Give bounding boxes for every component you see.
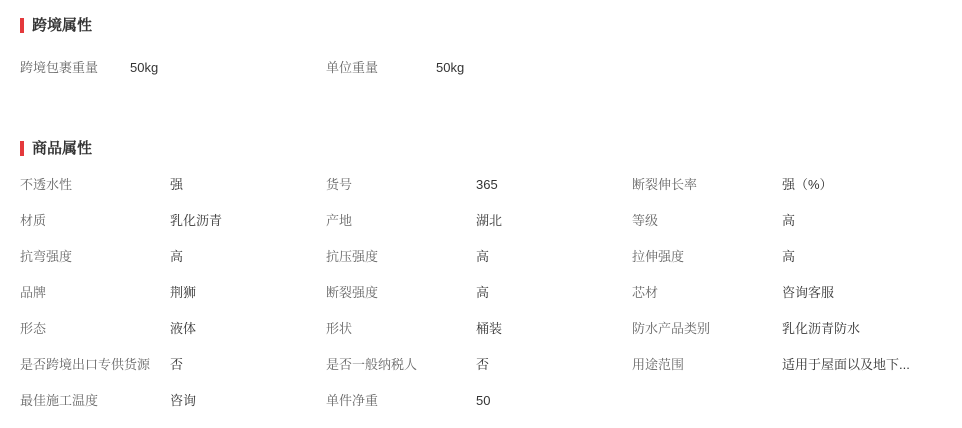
attribute-value: 50kg [436, 60, 465, 75]
attribute-value: 否 [170, 357, 184, 372]
attribute-label: 断裂强度 [326, 285, 379, 300]
attribute-value: 高 [476, 285, 490, 300]
attribute-item [326, 392, 632, 428]
attribute-item [326, 248, 632, 284]
attribute-value: 咨询客服 [782, 285, 835, 300]
goods-section-title [20, 141, 942, 156]
attribute-label: 跨境包裹重量 [20, 60, 99, 75]
attribute-label: 单位重量 [326, 60, 379, 75]
attribute-value: 湖北 [476, 213, 503, 228]
attribute-value: 365 [476, 177, 498, 192]
attribute-value: 50kg [130, 60, 159, 75]
attribute-item [632, 212, 938, 248]
attribute-value: 咨询 [170, 393, 197, 408]
attribute-item [326, 176, 632, 212]
attribute-label: 品牌 [20, 285, 47, 300]
attribute-value: 乳化沥青防水 [782, 321, 861, 336]
attribute-value: 强（%） [782, 177, 833, 192]
attribute-value: 适用于屋面以及地下... [782, 357, 910, 372]
attribute-item [632, 320, 938, 356]
attribute-item [20, 248, 326, 284]
goods-attribute-grid [20, 176, 942, 428]
attribute-item [632, 284, 938, 320]
attribute-value: 高 [782, 249, 796, 264]
attribute-label: 用途范围 [632, 357, 685, 372]
attribute-item [632, 392, 938, 428]
attribute-item [326, 284, 632, 320]
attribute-label: 芯材 [632, 285, 659, 300]
attribute-label: 形态 [20, 321, 47, 336]
attribute-label: 是否一般纳税人 [326, 357, 418, 372]
section-title-text: 商品属性 [32, 140, 93, 157]
attribute-item [326, 212, 632, 248]
attribute-label: 是否跨境出口专供货源 [20, 357, 151, 372]
attribute-item [20, 356, 326, 392]
attribute-label: 防水产品类别 [632, 321, 711, 336]
attribute-value: 高 [170, 249, 184, 264]
attribute-value: 否 [476, 357, 490, 372]
attribute-item-empty [632, 59, 938, 95]
attribute-value: 乳化沥青 [170, 213, 223, 228]
attribute-item [20, 212, 326, 248]
attribute-label: 抗压强度 [326, 249, 379, 264]
attribute-item [326, 59, 632, 95]
section-accent-bar [20, 18, 24, 33]
attribute-label: 货号 [326, 177, 353, 192]
attribute-item [632, 356, 938, 392]
attribute-label: 单件净重 [326, 393, 379, 408]
attribute-label: 抗弯强度 [20, 249, 73, 264]
attribute-value: 高 [476, 249, 490, 264]
attribute-label: 不透水性 [20, 177, 73, 192]
section-accent-bar [20, 141, 24, 156]
attribute-label: 最佳施工温度 [20, 393, 99, 408]
attribute-item [20, 392, 326, 428]
attribute-value: 强 [170, 177, 184, 192]
attribute-label: 断裂伸长率 [632, 177, 698, 192]
attribute-item [632, 248, 938, 284]
attribute-label: 等级 [632, 213, 659, 228]
attribute-item [20, 284, 326, 320]
attribute-value: 50 [476, 393, 491, 408]
attribute-label: 产地 [326, 213, 353, 228]
goods-attributes-section [20, 95, 942, 428]
attribute-item [20, 320, 326, 356]
attribute-label: 拉伸强度 [632, 249, 685, 264]
attribute-item [632, 176, 938, 212]
attribute-item [326, 320, 632, 356]
attribute-value: 桶装 [476, 321, 503, 336]
cross-border-attribute-grid [20, 59, 942, 95]
attribute-value: 高 [782, 213, 796, 228]
cross-border-section-title [20, 18, 942, 33]
attribute-value: 荆狮 [170, 285, 197, 300]
attribute-label: 形状 [326, 321, 353, 336]
attribute-item [20, 59, 326, 95]
cross-border-section [20, 0, 942, 95]
attribute-item [20, 176, 326, 212]
attribute-value: 液体 [170, 321, 197, 336]
attribute-item [326, 356, 632, 392]
attribute-label: 材质 [20, 213, 47, 228]
section-title-text: 跨境属性 [32, 17, 93, 34]
